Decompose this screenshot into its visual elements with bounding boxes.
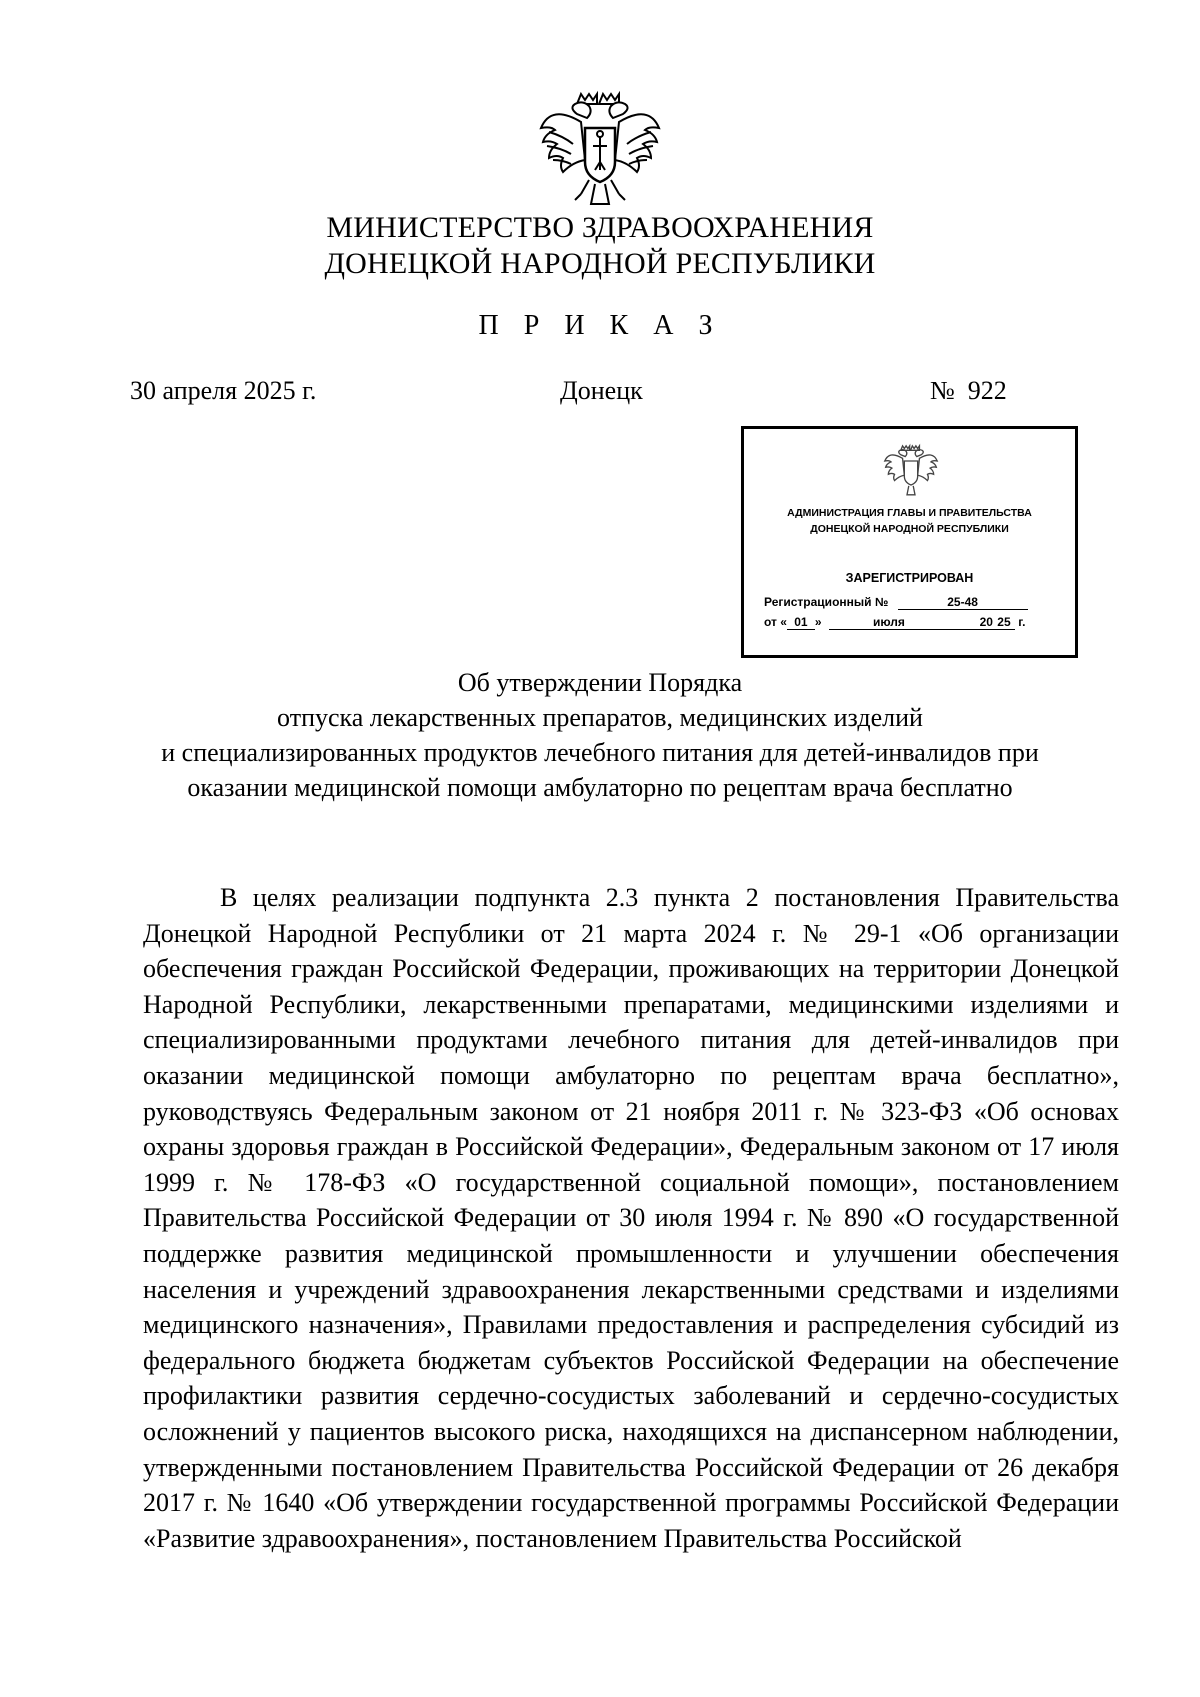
registration-stamp [741,426,1078,658]
stamp-date-year-prefix: 20 [949,616,993,630]
order-city: Донецк [560,376,643,405]
stamp-admin-line-2: ДОНЕЦКОЙ НАРОДНОЙ РЕСПУБЛИКИ [810,523,1009,535]
stamp-reg-number: 25-48 [898,596,1028,610]
coat-of-arms-icon [537,88,663,213]
stamp-date-year: 25 [993,616,1015,630]
stamp-date-mid: » [814,615,822,629]
order-title [130,665,1070,805]
order-number: № 922 [930,376,1007,405]
stamp-reg-label: Регистрационный № [764,595,889,609]
body-paragraph: В целях реализации подпункта 2.3 пункта 2 постановления Правительства Донецкой Народной Республики от 21 марта 2024 г. № 29-1 «Об организации обеспечения граждан Российской Федерации, проживающих на территории Донецкой Народной Республики, лекарственными препаратами, медицинскими изделиями и специализированными продуктами лечебного питания для детей-инвалидов при оказании медицинской помощи амбулаторно по рецептам врача бесплатно», руководствуясь Федеральным законом от 21 ноября 2011 г. № 323-ФЗ «Об основах охраны здоровья граждан в Российской Федерации», Федеральным законом от 17 июля 1999 г. № 178-ФЗ «О государственной социальной помощи», постановлением Правительства Российской Федерации от 30 июля 1994 г. № 890 «О государственной поддержке развития медицинской промышленности и улучшении обеспечения населения и учреждений здравоохранения лекарственными средствами и изделиями медицинского назначения», Правилами предоставления и распределения субсидий из федерального бюджета бюджетам субъектов Российской Федерации на обеспечение профилактики развития сердечно-сосудистых заболеваний и сердечно-сосудистых осложнений у пациентов высокого риска, находящихся на диспансерном наблюдении, утвержденными постановлением Правительства Российской Федерации от 26 декабря 2017 г. № 1640 «Об утверждении государственной программы Российской Федерации «Развитие здравоохранения», постановлением Правительства Российской [143,883,1119,1553]
stamp-administration [744,505,1075,537]
title-line-1: Об утверждении Порядка [457,668,743,697]
stamp-date-suffix: г. [1018,615,1026,629]
ministry-line-1: МИНИСТЕРСТВО ЗДРАВООХРАНЕНИЯ [326,211,874,244]
stamp-admin-line-1: АДМИНИСТРАЦИЯ ГЛАВЫ И ПРАВИТЕЛЬСТВА [787,507,1032,519]
stamp-registered-label: ЗАРЕГИСТРИРОВАН [845,571,974,585]
title-line-2: отпуска лекарственных препаратов, медицинских изделий [277,703,923,732]
title-line-4: оказании медицинской помощи амбулаторно по рецептам врача бесплатно [187,773,1013,802]
stamp-emblem-icon [883,443,939,499]
stamp-date-month: июля [829,616,949,630]
ministry-name [200,210,1000,282]
stamp-registration-number-row [764,595,1028,610]
title-line-3: и специализированных продуктов лечебного питания для детей-инвалидов при [161,738,1039,767]
stamp-date-row [764,615,1025,630]
document-type: П Р И К А З [478,310,722,341]
stamp-date-day: 01 [787,616,815,630]
ministry-line-2: ДОНЕЦКОЙ НАРОДНОЙ РЕСПУБЛИКИ [324,247,876,280]
order-date: 30 апреля 2025 г. [130,376,317,405]
stamp-date-prefix: от « [764,615,787,629]
